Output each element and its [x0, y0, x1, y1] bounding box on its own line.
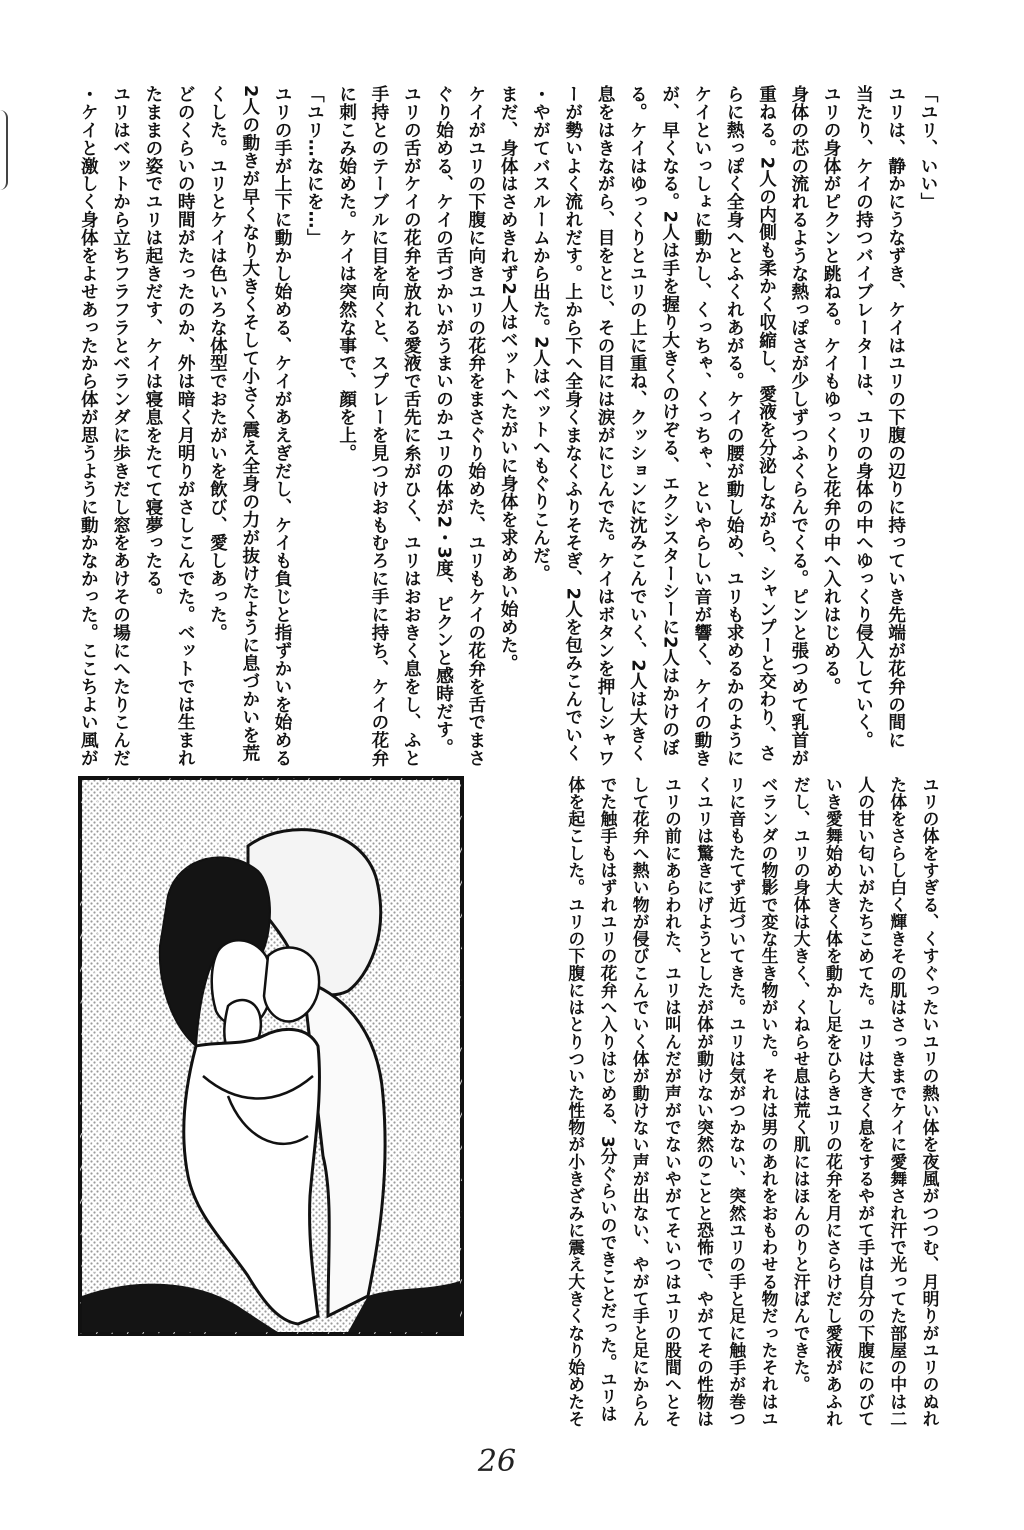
text-line: ・やがてバスルームから出た。2人はベットへもぐりこんだ。 [530, 85, 551, 583]
text-line: が、早くなる。2人は手を握り大きくのけぞる、エクシスターシーに2人はかけのぼ [659, 85, 680, 757]
text-line: ユリの体をすぎる、くすぐったいユリの熱い体を夜風がつつむ、月明りがユリのぬれ [920, 776, 940, 1428]
text-line: ベランダの物影で変な生き物がいた。それは男のあれをおもわせる物だったそれはユ [758, 776, 779, 1428]
text-line: る。ケイはゆっくりとユリの上に重ね、クッションに沈みこんでいく、2人は大きく [627, 85, 648, 762]
text-line: いき愛舞始め大きく体を動かし足をひらきユリの花弁を月にさらけだし愛液があふれ [823, 776, 844, 1428]
text-line: 重ねる。2人の内側も柔かく収縮し、愛液を分泌しながら、シャンプーと交わり、さ [756, 85, 777, 762]
lower-text-block [560, 776, 946, 1436]
text-line: らに熱っぽく全身へとふくれあがる。ケイの腰が動し始め、ユリも求めるかのように [724, 85, 745, 768]
text-line: リに音もたてず近づいてきた。ユリは気がつかない、突然ユリの手と足に触手が巻つ [726, 776, 747, 1428]
text-line: ユリの前にあらわれた、ユリは叫んだが声がでないやがてそいつはユリの股間へとそ [662, 776, 683, 1428]
text-line: ユリの身体がピクンと跳ねる。ケイもゆっくりと花弁の中へ入れはじめる。 [821, 85, 842, 696]
text-line: ぐり始める、ケイの舌づかいがうまいのかユリの体が2・3度、ピクンと感時だす。 [433, 85, 454, 757]
text-line: 息をはきながら、目をとじ、その目には涙がにじんでた。ケイはボタンを押しシャワ [595, 85, 616, 768]
binding-edge-mark [0, 110, 8, 190]
text-line: ・ケイと激しく身体をよせあったから体が思うように動かなかった。ここちよい風が [78, 85, 99, 768]
text-line: どのくらいの時間がたったのか、外は暗く月明りがさしこんでた。ベットでは生まれ [175, 85, 196, 768]
text-line: に刺こみ始めた。ケイは突然な事で、顔を上。 [336, 85, 357, 462]
illustration-two-women-embracing [78, 776, 464, 1336]
text-line: た体をさらし白く輝きその肌はさっきまでケイに愛舞され汗で光ってた部屋の中は二 [887, 776, 908, 1428]
text-line: でた触手もはずれユリの花弁へ入りはじめる、3分ぐらいのできことだった。ユリは [597, 776, 618, 1423]
text-line: たままの姿でユリは起きだす、ケイは寝息をたてて寝夢ったる。 [142, 85, 163, 606]
text-line: 2人の動きが早くなり大きくそして小さく震え全身の力が抜けたように息づかいを荒 [239, 85, 260, 762]
text-line: ケイがユリの下腹に向きユリの花弁をまさぐり始めた、ユリもケイの花弁を舌でまさ [465, 85, 486, 768]
text-line: 体を起こした。ユリの下腹にはとりついた性物が小きざみに震え大きくなり始めたそ [565, 776, 586, 1428]
text-line: ユリの手が上下に動かし始める、ケイがあえぎだし、ケイも負じと指ずかいを始める [272, 85, 293, 768]
page-number: 26 [477, 1444, 517, 1479]
text-line: だし、ユリの身体は大きく、くねらせ息は荒く肌にはほんのりと汗ばんできた。 [791, 776, 812, 1394]
text-line: ユリの舌がケイの花弁を放れる愛液で舌先に糸がひく、ユリはおおきく息をし、ふと [401, 85, 422, 768]
text-line: ーが勢いよく流れだす。上から下へ全身くまなくふりそそぎ、2人を包みこんでいく [562, 85, 583, 762]
text-line: くユリは驚きにげようとしたが体が動けない突然のことと恐怖で、やがてその性物は [694, 776, 715, 1428]
text-line: 「ユリ…なにを…」 [304, 85, 325, 247]
text-line: くした。ユリとケイは色いろな体型でおたがいを飲び、愛しあった。 [207, 85, 228, 642]
illustration-panel [78, 776, 464, 1336]
text-line: まだ、身体はさめきれず2人はベットへたがいに身体を求めあい始めた。 [498, 85, 519, 672]
text-line: 人の甘い匂いがたちこめてた。ユリは大きく息をするやがて手は自分の下腹にのびて [855, 776, 876, 1428]
upper-text-block [72, 85, 944, 768]
text-line: ユリはベットから立ちフラフラとベランダに歩きだし窓をあけその場にへたりこんだ [110, 85, 131, 768]
text-line: ケイといっしょに動かし、くっちゃ、くっちゃ、といやらしい音が響く、ケイの動き [691, 85, 712, 768]
text-line: 「ユリ、いい」 [918, 85, 938, 211]
text-line: して花弁へ熱い物が侵びこんでいく体が動けない声が出ない、やがて手と足にからん [630, 776, 651, 1428]
text-line: ユリは、静かにうなずき、ケイはユリの下腹の辺りに持っていき先端が花弁の間に [885, 85, 906, 750]
text-line: 当たり、ケイの持つバイブレーターは、ユリの身体の中へゆっくり侵入していく。 [853, 85, 874, 750]
text-line: 身体の芯の流れるような熱っぽさが少しずつふくらんでくる。ピンと張つめて乳首が [788, 85, 809, 768]
text-line: 手持とのテーブルに目を向くと、スプレーを見つけおもむろに手に持ち、ケイの花弁 [368, 85, 389, 768]
